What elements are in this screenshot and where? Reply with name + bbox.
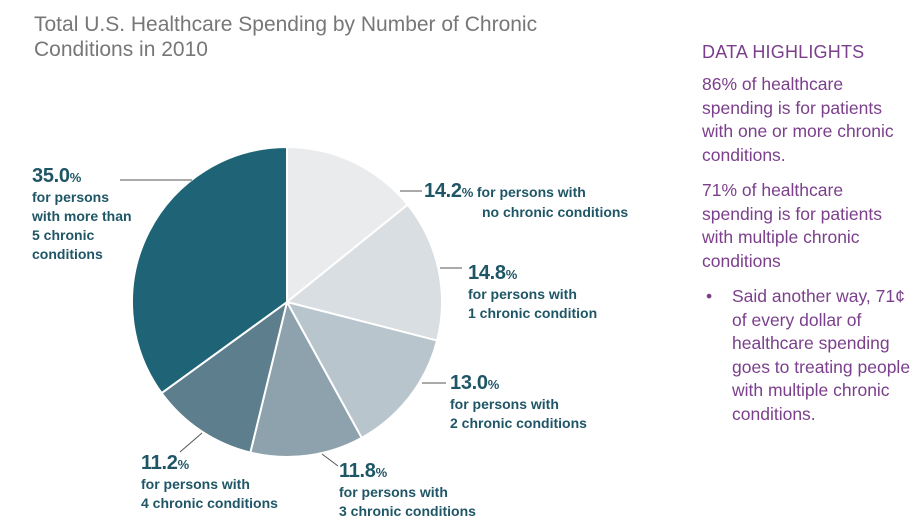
slice-percent-label: 13.0% xyxy=(450,372,499,394)
slice-percent-label: 11.8% xyxy=(339,460,387,482)
slice-percent-label: 11.2% xyxy=(141,452,189,474)
slice-description-line: 4 chronic conditions xyxy=(141,495,278,511)
slice-description-line: no chronic conditions xyxy=(482,204,629,220)
slice-description-line: for persons with xyxy=(450,396,559,412)
highlight-bullet-text: Said another way, 71¢ of every dollar of healthcare spending goes to treating people with multiple chronic conditions. xyxy=(732,286,911,424)
chart-title: Total U.S. Healthcare Spending by Number of Chronic Conditions in 2010 xyxy=(34,13,538,61)
slice-label xyxy=(468,262,597,323)
slice-percent-label: 14.2% xyxy=(424,180,473,202)
slice-description-line: 5 chronic xyxy=(32,227,95,243)
leader-line xyxy=(322,454,338,466)
bullet-dot-icon: • xyxy=(706,286,713,306)
slice-label xyxy=(424,180,628,222)
slice-description-line: 3 chronic conditions xyxy=(339,503,476,519)
slice-description-line: for persons xyxy=(32,189,110,205)
slice-description-line: 1 chronic condition xyxy=(468,305,598,321)
slice-percent-label: 14.8% xyxy=(468,262,517,284)
slice-percent-label: 35.0% xyxy=(32,165,81,187)
slice-label xyxy=(141,452,278,513)
highlight-paragraph: 86% of healthcare spending is for patients with one or more chronic conditions. xyxy=(702,74,894,165)
slice-label xyxy=(339,460,476,521)
slice-description-line: for persons with xyxy=(468,286,577,302)
highlight-bullet-item xyxy=(702,285,912,426)
highlights-list xyxy=(702,285,912,426)
slice-label xyxy=(32,165,132,264)
slice-description-line: with more than xyxy=(32,208,132,224)
leader-line xyxy=(180,433,202,452)
data-highlights xyxy=(702,42,912,426)
slice-description-line: for persons with xyxy=(473,184,586,200)
slice-description-line: conditions xyxy=(32,246,103,262)
slice-label xyxy=(450,372,587,433)
slice-description-line: 2 chronic conditions xyxy=(450,415,587,431)
slice-description-line: for persons with xyxy=(141,476,250,492)
slice-description-line: for persons with xyxy=(339,484,448,500)
highlights-heading: DATA HIGHLIGHTS xyxy=(702,42,865,62)
highlight-paragraph: 71% of healthcare spending is for patients with multiple chronic conditions xyxy=(702,180,882,271)
